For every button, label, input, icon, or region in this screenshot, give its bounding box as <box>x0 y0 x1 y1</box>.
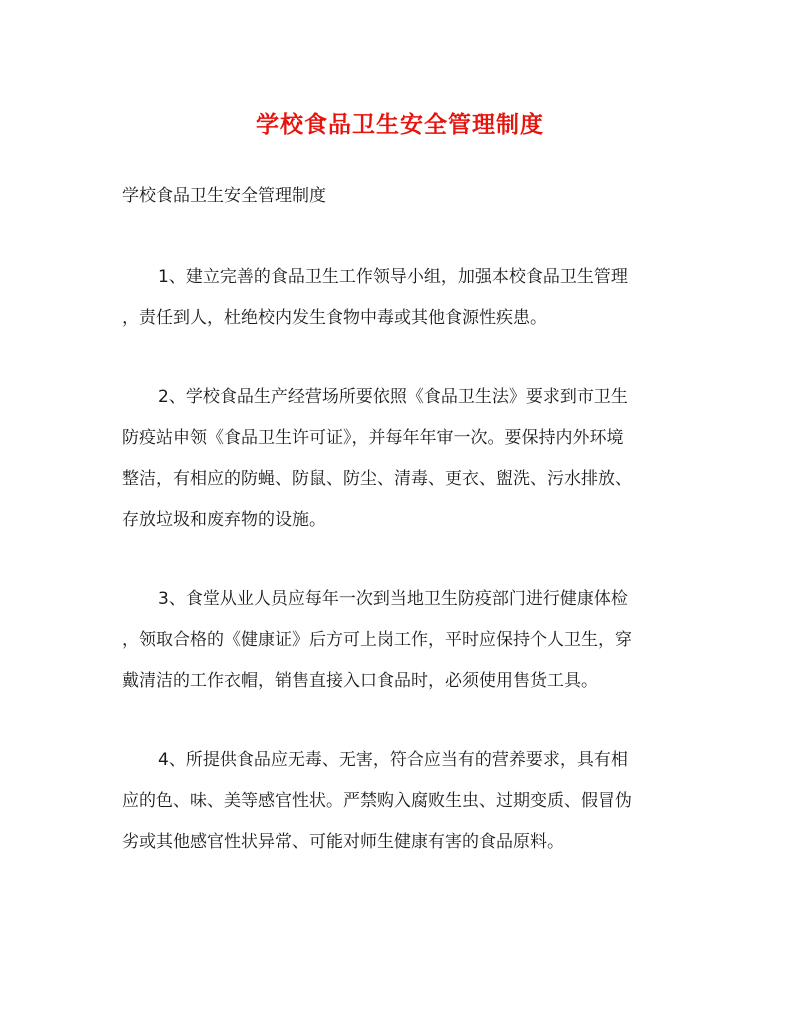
paragraph-line: 应的色、味、美等感官性状。严禁购入腐败生虫、过期变质、假冒伪 <box>122 791 632 811</box>
paragraph-line: 戴清洁的工作衣帽，销售直接入口食品时，必须使用售货工具。 <box>122 671 598 691</box>
paragraph-4 <box>122 740 672 863</box>
paragraph-line: 防疫站申领《食品卫生许可证》，并每年年审一次。要保持内外环境 <box>122 428 624 448</box>
paragraph-line: ，责任到人，杜绝校内发生食物中毒或其他食源性疾患。 <box>122 308 547 328</box>
paragraph-line: 存放垃圾和废弃物的设施。 <box>122 510 326 530</box>
paragraph-1 <box>122 257 672 339</box>
paragraph-line: 3、食堂从业人员应每年一次到当地卫生防疫部门进行健康体检 <box>158 589 628 609</box>
paragraph-2 <box>122 377 672 541</box>
paragraph-line: ，领取合格的《健康证》后方可上岗工作，平时应保持个人卫生，穿 <box>122 630 632 650</box>
paragraph-3 <box>122 579 672 702</box>
paragraph-line: 整洁，有相应的防蝇、防鼠、防尘、清毒、更衣、盥洗、污水排放、 <box>122 469 632 489</box>
document-subtitle: 学校食品卫生安全管理制度 <box>122 186 326 206</box>
paragraph-line: 4、所提供食品应无毒、无害，符合应当有的营养要求，具有相 <box>158 750 628 770</box>
paragraph-line: 2、学校食品生产经营场所要依照《食品卫生法》要求到市卫生 <box>158 387 628 407</box>
paragraph-line: 劣或其他感官性状异常、可能对师生健康有害的食品原料。 <box>122 832 564 852</box>
document-title: 学校食品卫生安全管理制度 <box>256 111 544 138</box>
paragraph-line: 1、建立完善的食品卫生工作领导小组，加强本校食品卫生管理 <box>158 267 628 287</box>
